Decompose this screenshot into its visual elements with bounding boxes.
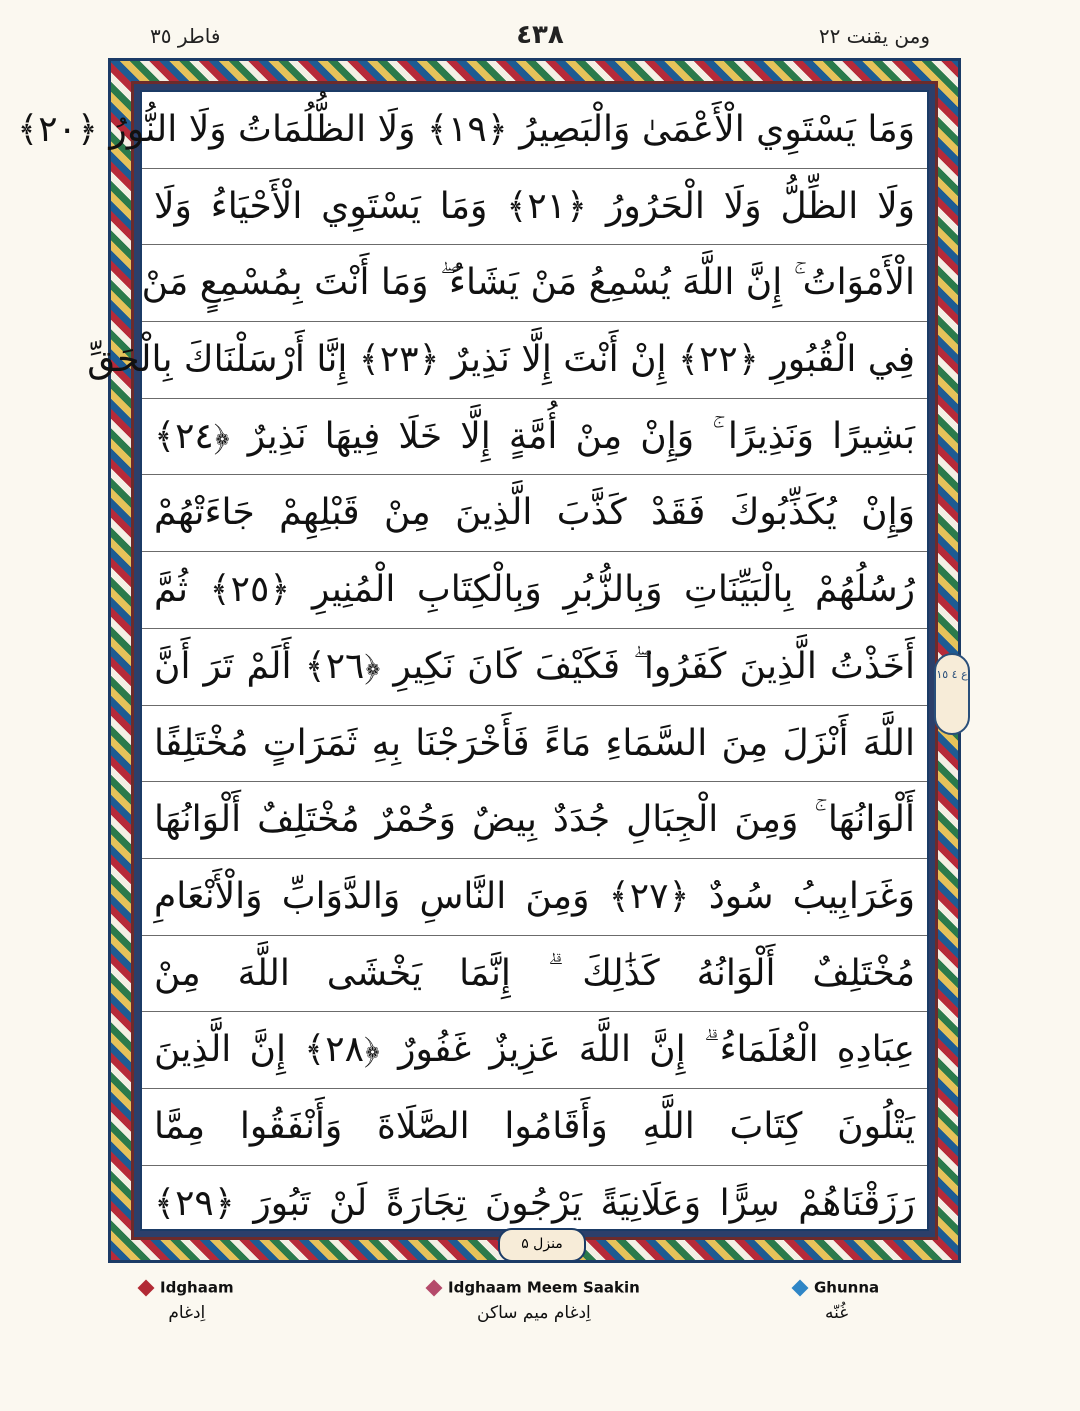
tajweed-legend bbox=[0, 1270, 1080, 1400]
verse-line: اللَّهَ أَنْزَلَ مِنَ السَّمَاءِ مَاءً فَأَخْرَجْنَا بِهِ ثَمَرَاتٍ مُخْتَلِفًا bbox=[142, 706, 927, 783]
verse-line: الْأَمْوَاتُ ۚ إِنَّ اللَّهَ يُسْمِعُ مَنْ يَشَاءُ ۖ وَمَا أَنْتَ بِمُسْمِعٍ مَنْ bbox=[142, 245, 927, 322]
ornamental-border bbox=[17, 58, 961, 1263]
surah-name: فاطر ٣٥ bbox=[150, 24, 221, 48]
verse-line: رَزَقْنَاهُمْ سِرًّا وَعَلَانِيَةً يَرْجُونَ تِجَارَةً لَنْ تَبُورَ ﴿٢٩﴾ bbox=[154, 1182, 915, 1224]
legend-item-ghunna: Ghunna غُنّه bbox=[794, 1278, 879, 1323]
verse-line: بَشِيرًا وَنَذِيرًا ۚ وَإِنْ مِنْ أُمَّةٍ إِلَّا خَلَا فِيهَا نَذِيرٌ ﴿٢٤﴾ bbox=[142, 399, 927, 476]
verse-line: وَمَا يَسْتَوِي الْأَعْمَىٰ وَالْبَصِيرُ ﴿١٩﴾ وَلَا الظُّلُمَاتُ وَلَا النُّورُ ﴿٢٠﴾ bbox=[142, 92, 927, 169]
inner-border bbox=[17, 81, 938, 1240]
verse-line: أَخَذْتُ الَّذِينَ كَفَرُوا ۖ فَكَيْفَ كَانَ نَكِيرِ ﴿٢٦﴾ أَلَمْ تَرَ أَنَّ bbox=[142, 629, 927, 706]
verse-line: مُخْتَلِفٌ أَلْوَانُهُ كَذَٰلِكَ ۗ إِنَّمَا يَخْشَى اللَّهَ مِنْ bbox=[142, 936, 927, 1013]
verse-line: وَلَا الظِّلُّ وَلَا الْحَرُورُ ﴿٢١﴾ وَمَا يَسْتَوِي الْأَحْيَاءُ وَلَا bbox=[142, 169, 927, 246]
legend-item-idghaam-meem-saakin: Idghaam Meem Saakin اِدغام میم ساکن bbox=[428, 1278, 640, 1323]
diamond-icon bbox=[426, 1279, 443, 1296]
manzil-badge: منزل ۵ bbox=[498, 1228, 586, 1262]
diamond-icon bbox=[792, 1279, 809, 1296]
page-number: ٤٣٨ bbox=[516, 20, 564, 50]
verse-line: وَغَرَابِيبُ سُودٌ ﴿٢٧﴾ وَمِنَ النَّاسِ وَالدَّوَابِّ وَالْأَنْعَامِ bbox=[142, 859, 927, 936]
verse-line: رُسُلُهُمْ بِالْبَيِّنَاتِ وَبِالزُّبُرِ وَبِالْكِتَابِ الْمُنِيرِ ﴿٢٥﴾ ثُمَّ bbox=[142, 552, 927, 629]
legend-item-idghaam: Idghaam اِدغام bbox=[140, 1278, 234, 1323]
verse-line: وَإِنْ يُكَذِّبُوكَ فَقَدْ كَذَّبَ الَّذِينَ مِنْ قَبْلِهِمْ جَاءَتْهُمْ bbox=[142, 475, 927, 552]
verse-line: عِبَادِهِ الْعُلَمَاءُ ۗ إِنَّ اللَّهَ عَزِيزٌ غَفُورٌ ﴿٢٨﴾ إِنَّ الَّذِينَ bbox=[142, 1012, 927, 1089]
verse-line: فِي الْقُبُورِ ﴿٢٢﴾ إِنْ أَنْتَ إِلَّا نَذِيرٌ ﴿٢٣﴾ إِنَّا أَرْسَلْنَاكَ بِالْحَقِّ bbox=[142, 322, 927, 399]
ruku-marker: ع ٤ ١٥ bbox=[934, 653, 970, 735]
diamond-icon bbox=[138, 1279, 155, 1296]
verse-line: يَتْلُونَ كِتَابَ اللَّهِ وَأَقَامُوا الصَّلَاةَ وَأَنْفَقُوا مِمَّا bbox=[142, 1089, 927, 1166]
juz-name: ومن يقنت ٢٢ bbox=[818, 24, 930, 48]
verse-panel bbox=[17, 90, 929, 1231]
verse-line: أَلْوَانُهَا ۚ وَمِنَ الْجِبَالِ جُدَدٌ بِيضٌ وَحُمْرٌ مُخْتَلِفٌ أَلْوَانُهَا bbox=[142, 782, 927, 859]
